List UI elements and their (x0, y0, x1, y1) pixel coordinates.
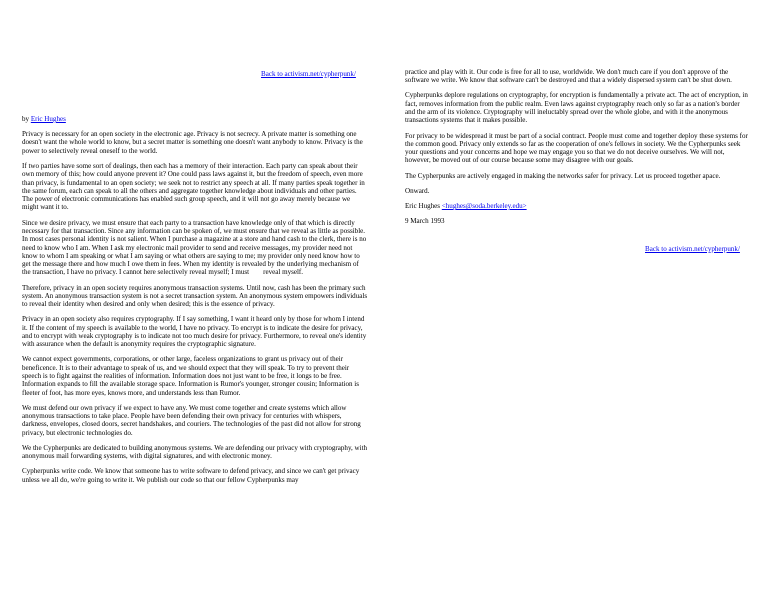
author-link[interactable]: Eric Hughes (30, 115, 66, 123)
byline-prefix: by (22, 115, 31, 123)
paragraph: The Cypherpunks are actively engaged in making the networks safer for privacy. Let us proceed together apace. (405, 171, 721, 180)
paragraph: Onward. (405, 186, 430, 195)
paragraph-tail: reveal myself. (263, 268, 304, 277)
paragraph: If two parties have some sort of dealings, then each has a memory of their interaction. Each party can speak about their own memory of this; how could anyone prevent it? One could pass laws against it, but the freedom of speech, even more than privacy, is fundamental to an open society; we seek not to restrict any speech at all. If many parties speak together in the same forum, each can speak to all the others and aggregate together knowledge about individuals and other parties. The power of electronic communications has enabled such group speech, and it will not go away merely because we might want it to. (22, 161, 365, 212)
back-link-bottom[interactable]: Back to activism.net/cypherpunk/ (645, 245, 740, 253)
email-link[interactable]: <hughes@soda.berkeley.edu> (441, 202, 527, 211)
signature-name: Eric Hughes (405, 202, 442, 211)
left-column (22, 0, 368, 491)
paragraph: Privacy in an open society also requires cryptography. If I say something, I want it heard only by those for whom I intend it. If the content of my speech is available to the world, I have no privacy. To encrypt is to indicate the desire for privacy, and to encrypt with weak cryptography is to indicate not too much desire for privacy. Furthermore, to reveal one's identity with assurance when the default is anonymity requires the cryptographic signature. (22, 315, 367, 349)
right-column (405, 0, 750, 232)
paragraph: Cypherpunks write code. We know that someone has to write software to defend privacy, and since we can't get privacy unless we all do, we're going to write it. We publish our code so that our fellow Cypherpunks may (22, 467, 360, 484)
paragraph: Cypherpunks deplore regulations on cryptography, for encryption is fundamentally a private act. The act of encryption, in fact, removes information from the public realm. Even laws against cryptography reach only so far as a nation's border and the arm of its violence. Cryptography will ineluctably spread over the whole globe, and with it the anonymous transactions systems that it makes possible. (405, 91, 748, 125)
paragraph: We cannot expect governments, corporations, or other large, faceless organizations to grant us privacy out of their beneficence. It is to their advantage to speak of us, and we should expect that they will speak. To try to prevent their speech is to fight against the realities of information. Information does not just want to be free, it longs to be free. Information expands to fill the available storage space. Information is Rumor's younger, stronger cousin; Information is fleeter of foot, has more eyes, knows more, and understands less than Rumor. (22, 355, 360, 397)
paragraph: Therefore, privacy in an open society requires anonymous transaction systems. Until now, cash has been the primary such system. An anonymous transaction system is not a secret transaction system. An anonymous system empowers individuals to reveal their identity when desired and only when desired; this is the essence of privacy. (22, 283, 368, 309)
paragraph: Privacy is necessary for an open society in the electronic age. Privacy is not secrecy. A private matter is something one doesn't want the whole world to know, but a secret matter is something one doesn't want anybody to know. Privacy is the power to selectively reveal oneself to the world. (22, 130, 363, 155)
byline (22, 115, 368, 123)
date: 9 March 1993 (405, 217, 445, 226)
paragraph: We must defend our own privacy if we expect to have any. We must come together and create systems which allow anonymous transactions to take place. People have been defending their own privacy for centuries with whispers, darkness, envelopes, closed doors, secret handshakes, and couriers. The technologies of the past did not allow for strong privacy, but electronic technologies do. (22, 403, 361, 437)
paragraph: For privacy to be widespread it must be part of a social contract. People must come and together deploy these systems for the common good. Privacy only extends so far as the cooperation of one's fellows in society. We the Cypherpunks seek your questions and your concerns and hope we may engage you so that we do not deceive ourselves. We will not, however, be moved out of our course because some may disagree with our goals. (405, 131, 748, 165)
paragraph: practice and play with it. Our code is free for all to use, worldwide. We don't much care if you don't approve of the software we write. We know that software can't be destroyed and that a widely dispersed system can't be shut down. (405, 68, 732, 85)
paragraph: We the Cypherpunks are dedicated to building anonymous systems. We are defending our privacy with cryptography, with anonymous mail forwarding systems, with digital signatures, and with electronic money. (22, 443, 368, 461)
paragraph-text: Since we desire privacy, we must ensure that each party to a transaction have knowledge only of that which is directly necessary for that transaction. Since any information can be spoken of, we must ensure that we reveal as little as possible. In most cases personal identity is not salient. When I purchase a magazine at a store and hand cash to the clerk, there is no need to know who I am. When I ask my electronic mail provider to send and receive messages, my provider need not know to whom I am speaking or what I am saying or what others are saying to me; my provider only need know how to get the message there and how much I owe them in fees. When my identity is revealed by the underlying mechanism of the transaction, I have no privacy. I cannot here selectively reveal myself; I must (22, 218, 367, 277)
signature (405, 202, 750, 210)
back-link-top[interactable]: Back to activism.net/cypherpunk/ (261, 70, 356, 78)
paragraph (22, 219, 368, 277)
